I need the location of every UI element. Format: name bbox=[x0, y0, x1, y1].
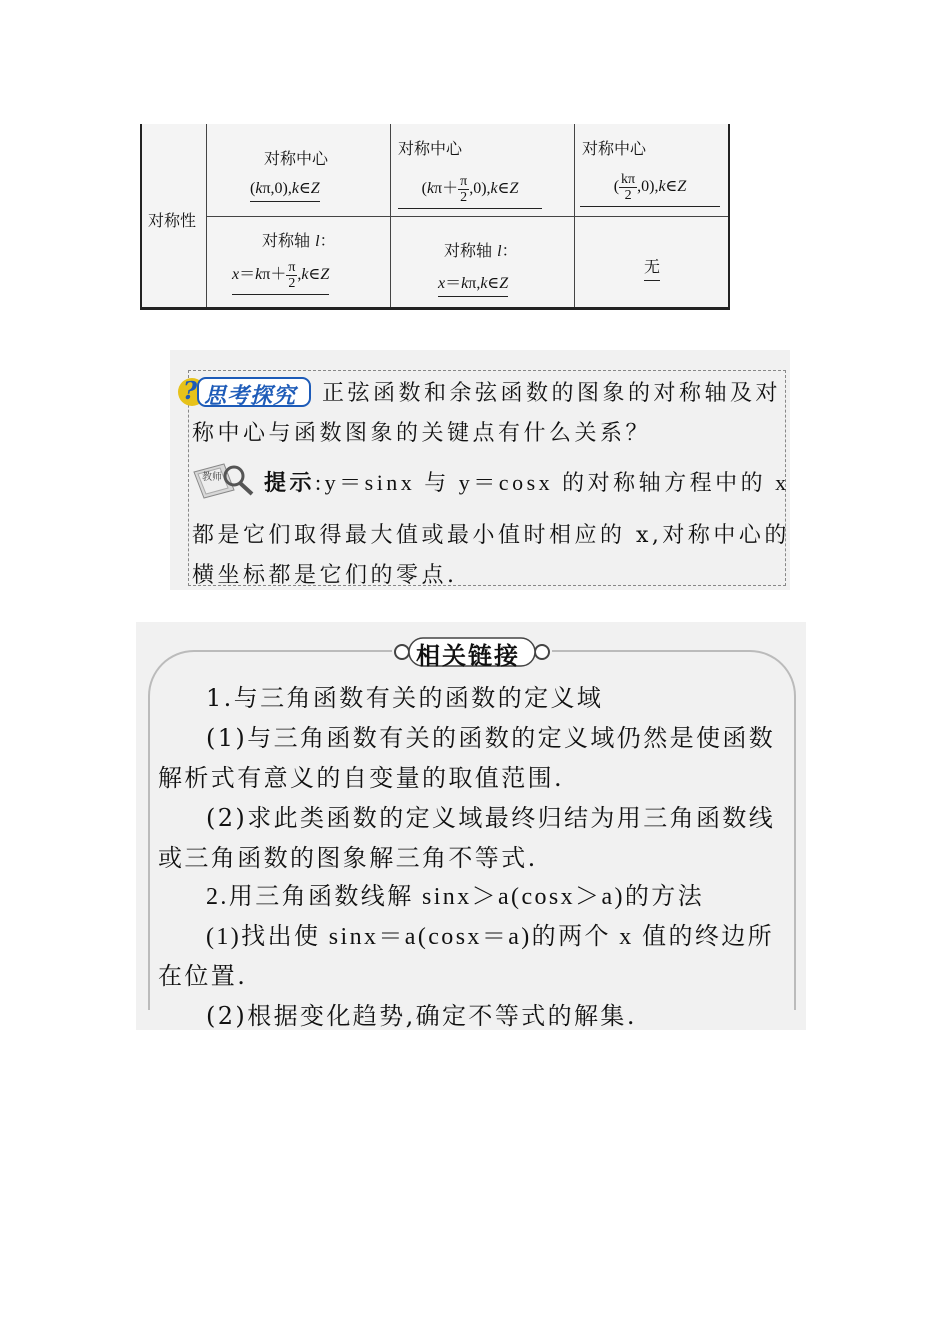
magnifier-icon bbox=[190, 460, 260, 500]
tan-center-label: 对称中心 bbox=[582, 139, 647, 158]
symmetry-table bbox=[140, 124, 730, 310]
row-label: 对称性 bbox=[148, 211, 197, 230]
cos-center-formula: (kπ＋ $\frac{\pi}{2}$ ,0),k∈Z bbox=[398, 174, 542, 209]
badge-question-mark: ? bbox=[183, 376, 198, 405]
cos-axis-label: 对称轴 l： bbox=[444, 241, 518, 260]
link-line: 在位置. bbox=[158, 962, 248, 990]
link-line: 1.与三角函数有关的函数的定义域 bbox=[206, 684, 604, 712]
hint-icon-text: 教师 bbox=[202, 472, 222, 483]
cos-axis-formula: x＝kπ,k∈Z bbox=[438, 270, 508, 297]
hint-text-1: :y＝sinx 与 y＝cosx 的对称轴方程中的 x bbox=[315, 470, 790, 495]
sin-center-label: 对称中心 bbox=[264, 149, 329, 168]
link-line: (1)与三角函数有关的函数的定义域仍然是使函数 bbox=[206, 724, 776, 752]
question-line-1: 正弦函数和余弦函数的图象的对称轴及对 bbox=[322, 381, 782, 406]
think-badge bbox=[176, 374, 316, 410]
cos-center-label: 对称中心 bbox=[398, 139, 463, 158]
link-line: (2)根据变化趋势,确定不等式的解集. bbox=[206, 1002, 637, 1030]
link-line: 2.用三角函数线解 sinx＞a(cosx＞a)的方法 bbox=[206, 884, 705, 910]
tan-axis-value: 无 bbox=[644, 254, 660, 281]
hint-line-3: 横坐标都是它们的零点. bbox=[192, 563, 458, 588]
hint-label: 提示 bbox=[264, 471, 316, 496]
table-divider bbox=[206, 216, 728, 217]
sin-axis-formula: x＝kπ＋ $\frac{\pi}{2}$ ,k∈Z bbox=[232, 260, 329, 295]
related-links-title: 相关链接 bbox=[416, 642, 520, 670]
link-line: 解析式有意义的自变量的取值范围. bbox=[158, 764, 565, 792]
sin-center-formula: (kπ,0),k∈Z bbox=[250, 178, 320, 202]
link-line: (2)求此类函数的定义域最终归结为用三角函数线 bbox=[206, 804, 776, 832]
badge-label: 思考探究 bbox=[204, 384, 297, 409]
sin-axis-label: 对称轴 l： bbox=[262, 231, 336, 250]
link-line: (1)找出使 sinx＝a(cosx＝a)的两个 x 值的终边所 bbox=[206, 924, 775, 950]
tan-center-formula: ( $\frac{k\pi}{2}$ ,0),k∈Z bbox=[580, 172, 720, 207]
question-line-2: 称中心与函数图象的关键点有什么关系？ bbox=[192, 421, 652, 446]
hint-line-2: 都是它们取得最大值或最小值时相应的 x,对称中心的 bbox=[192, 523, 790, 548]
related-links-header bbox=[392, 634, 552, 670]
hint-line-1 bbox=[264, 466, 790, 497]
link-line: 或三角函数的图象解三角不等式. bbox=[158, 844, 538, 872]
